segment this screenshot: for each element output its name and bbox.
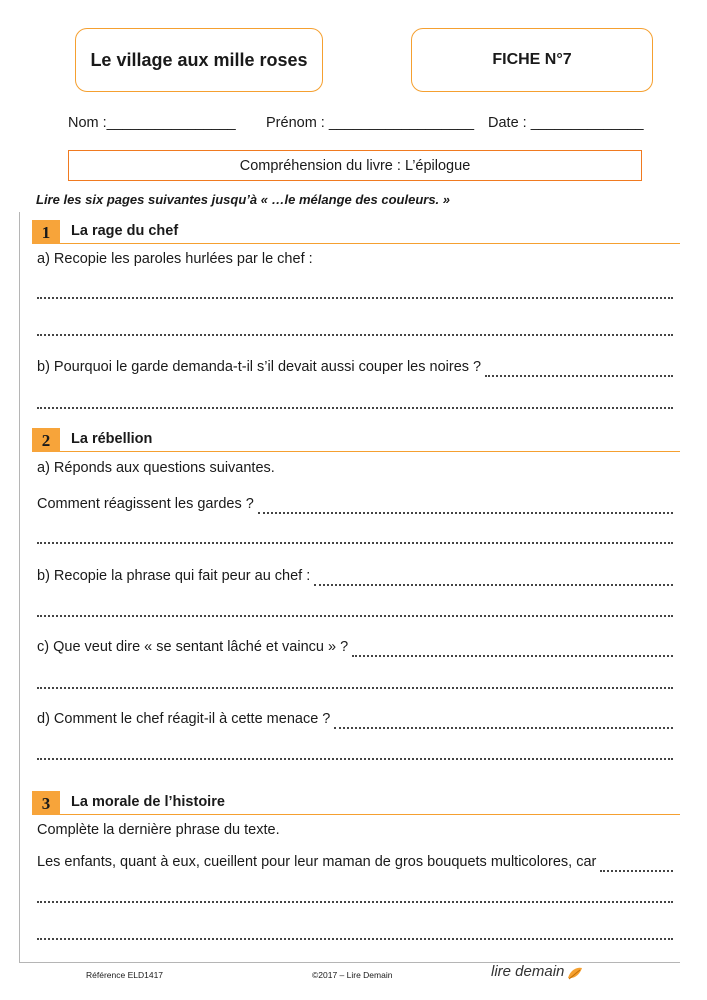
question-line[interactable] (37, 496, 673, 516)
question-text: Complète la dernière phrase du texte. (37, 822, 280, 838)
section-1-header (32, 220, 680, 244)
section-title: La rage du chef (71, 223, 179, 239)
reference-code: Référence ELD1417 (86, 970, 164, 980)
nom-field[interactable]: Nom :________________ (68, 115, 236, 131)
question-text: d) Comment le chef réagit-il à cette menace ? (37, 711, 331, 727)
section-title: La rébellion (71, 431, 153, 447)
question-text: Les enfants, quant à eux, cueillent pour leur maman de gros bouquets multicolores, car (37, 854, 597, 870)
section-3-header (32, 791, 680, 815)
question-text: a) Réponds aux questions suivantes. (37, 460, 275, 476)
question-line[interactable] (37, 568, 673, 588)
answer-line[interactable] (37, 334, 673, 336)
section-number-badge: 2 (32, 428, 60, 452)
question-line[interactable] (37, 639, 673, 659)
answer-line[interactable] (37, 407, 673, 409)
left-margin-rule (19, 212, 20, 962)
answer-line[interactable] (37, 901, 673, 903)
question-line[interactable] (37, 711, 673, 731)
worksheet-title: Le village aux mille roses (75, 28, 323, 92)
subject-banner: Compréhension du livre : L’épilogue (68, 150, 642, 181)
prenom-field[interactable]: Prénom : __________________ (266, 115, 475, 131)
question-text: a) Recopie les paroles hurlées par le chef : (37, 251, 313, 267)
copyright-notice: ©2017 – Lire Demain (312, 970, 393, 980)
question-text: b) Recopie la phrase qui fait peur au chef : (37, 568, 311, 584)
answer-line[interactable] (37, 938, 673, 940)
answer-line[interactable] (37, 297, 673, 299)
section-2-header (32, 428, 680, 452)
section-number-badge: 1 (32, 220, 60, 244)
leaf-icon (567, 966, 583, 980)
question-text: b) Pourquoi le garde demanda-t-il s’il devait aussi couper les noires ? (37, 359, 482, 375)
answer-line[interactable] (37, 542, 673, 544)
question-text: Comment réagissent les gardes ? (37, 496, 254, 512)
answer-line[interactable] (37, 615, 673, 617)
lire-demain-logo: lire demain (491, 963, 564, 980)
date-field[interactable]: Date : ______________ (488, 115, 644, 131)
answer-line[interactable] (37, 687, 673, 689)
reading-instruction: Lire les six pages suivantes jusqu’à « …le mélange des couleurs. » (36, 192, 451, 207)
section-number-badge: 3 (32, 791, 60, 815)
section-title: La morale de l’histoire (71, 794, 225, 810)
bottom-rule (19, 962, 680, 963)
fiche-number: FICHE N°7 (411, 28, 653, 92)
student-info-row (0, 115, 707, 135)
question-text: c) Que veut dire « se sentant lâché et vaincu » ? (37, 639, 349, 655)
question-line[interactable] (37, 359, 673, 379)
answer-line[interactable] (37, 758, 673, 760)
question-line[interactable] (37, 854, 673, 874)
